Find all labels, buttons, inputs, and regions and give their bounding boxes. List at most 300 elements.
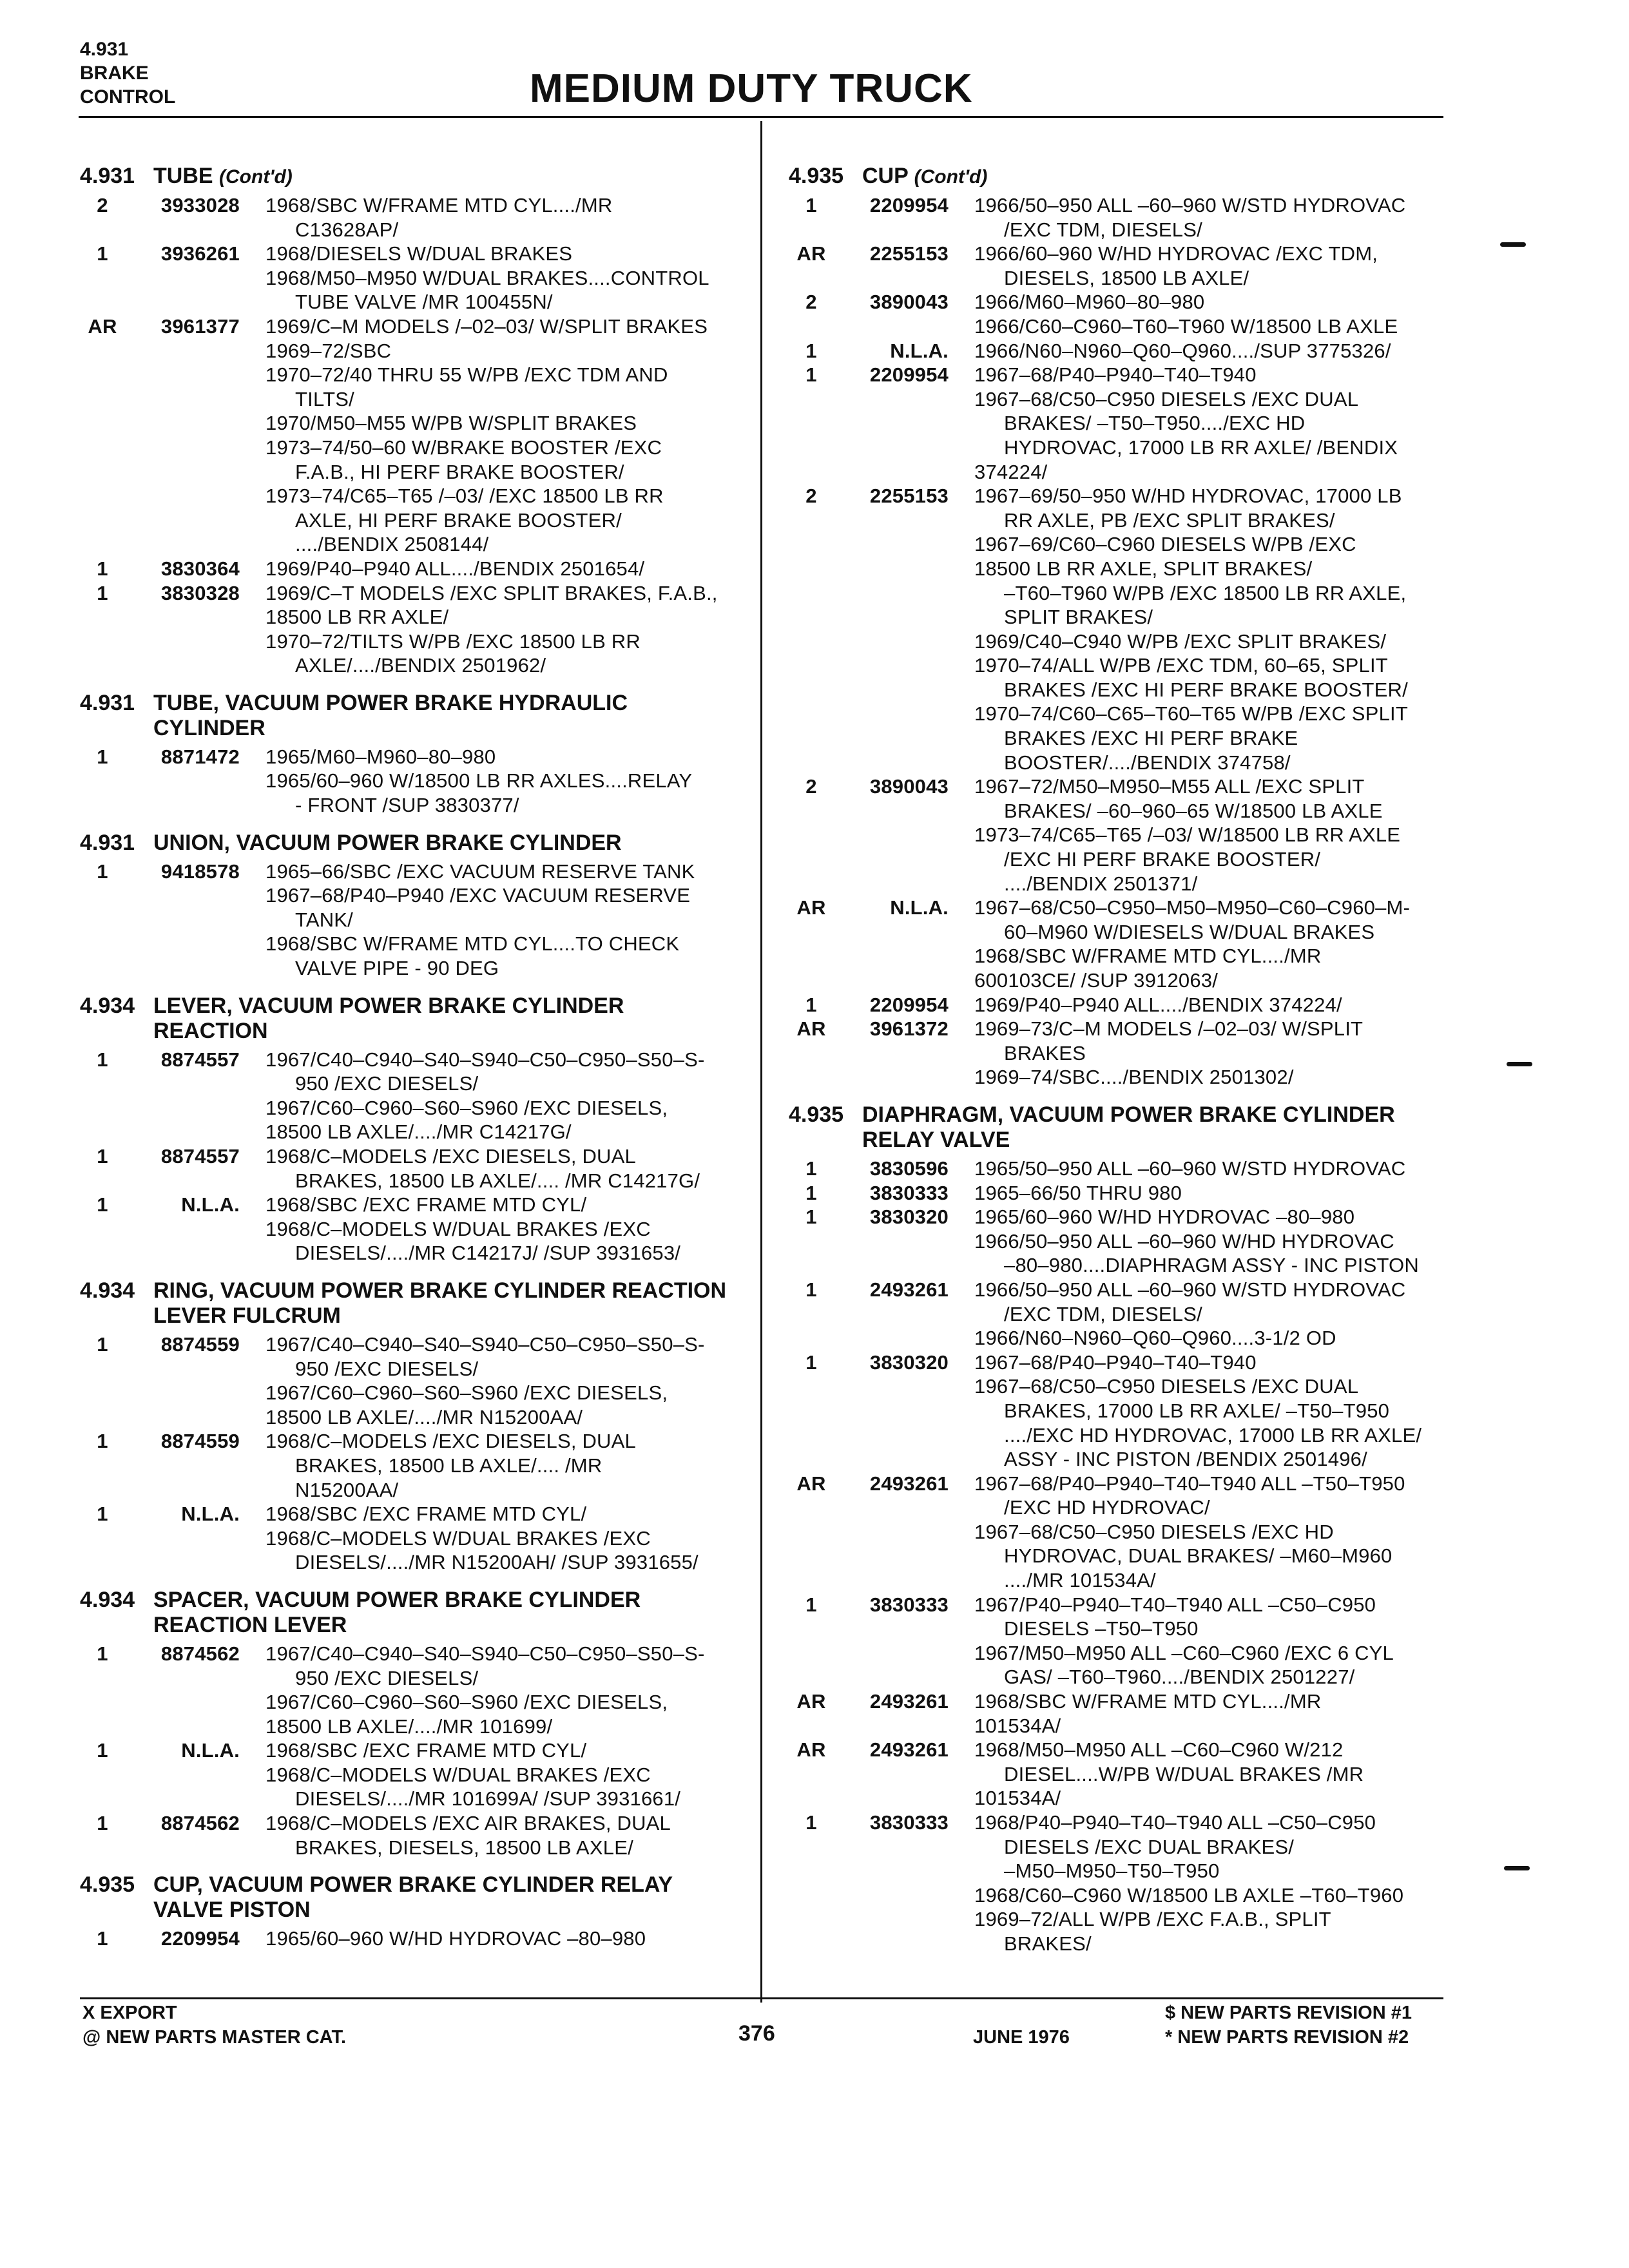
- part-number: 8874557: [160, 1048, 240, 1071]
- part-number: 9418578: [160, 860, 240, 883]
- description-line: 1967–68/C50–C950 DIESELS /EXC DUAL: [974, 387, 1359, 410]
- description-line: ..../EXC HD HYDROVAC, 17000 LB RR AXLE/: [1004, 1423, 1422, 1446]
- quantity: 1: [805, 1593, 817, 1616]
- part-number: 3961377: [160, 314, 240, 338]
- description-line: RR AXLE, PB /EXC SPLIT BRAKES/: [1004, 508, 1335, 532]
- part-entry: [789, 1472, 1459, 1593]
- part-description: [265, 314, 750, 557]
- description-line: 1966/N60–N960–Q60–Q960..../SUP 3775326/: [974, 339, 1391, 362]
- section-number: 4.934: [80, 1587, 135, 1612]
- part-description: [265, 1193, 750, 1265]
- section-title-block: [153, 831, 733, 856]
- part-entry: [789, 1017, 1459, 1090]
- quantity: 1: [97, 581, 108, 604]
- section-heading: [789, 164, 1459, 189]
- part-entry: [789, 896, 1459, 992]
- part-description: [265, 745, 750, 818]
- part-entry: [789, 290, 1459, 338]
- description-line: ..../BENDIX 2508144/: [295, 533, 489, 556]
- section-heading: [80, 831, 750, 856]
- part-description: [974, 1738, 1459, 1811]
- description-line: 1969–72/SBC: [265, 339, 392, 362]
- section-title: TUBE: [153, 164, 213, 188]
- part-number: 2209954: [869, 194, 949, 216]
- section-title-block: [153, 164, 733, 189]
- description-line: 1969/C–M MODELS /–02–03/ W/SPLIT BRAKES: [265, 314, 708, 338]
- part-entry: [80, 860, 750, 981]
- part-entry: [80, 242, 750, 314]
- section-heading: [80, 1872, 750, 1923]
- quantity: AR: [796, 1690, 826, 1713]
- section-title: TUBE, VACUUM POWER BRAKE HYDRAULIC CYLINDER: [153, 690, 628, 740]
- part-number: 3830320: [869, 1206, 949, 1229]
- section-heading: [80, 1588, 750, 1638]
- continued-note: (Cont'd): [914, 166, 988, 187]
- page-number: 376: [738, 2021, 775, 2046]
- description-line: 1965/60–960 W/18500 LB RR AXLES....RELAY: [265, 769, 693, 793]
- quantity: AR: [796, 896, 826, 919]
- part-entry: [80, 1927, 750, 1951]
- part-number: N.L.A.: [181, 1193, 240, 1216]
- part-number: 3830596: [869, 1157, 949, 1180]
- quantity: AR: [796, 1017, 826, 1041]
- part-number: 2493261: [869, 1278, 949, 1301]
- quantity: 1: [97, 557, 108, 580]
- description-line: 1967–68/P40–P940 /EXC VACUUM RESERVE: [265, 884, 691, 907]
- part-number: 3830333: [869, 1181, 949, 1204]
- part-entry: [789, 363, 1459, 484]
- section-title: RING, VACUUM POWER BRAKE CYLINDER REACTION LEVER FULCRUM: [153, 1278, 727, 1328]
- part-number: N.L.A.: [890, 339, 949, 362]
- quantity: 1: [805, 194, 817, 216]
- quantity: 2: [97, 194, 108, 216]
- description-line: VALVE PIPE - 90 DEG: [295, 957, 499, 980]
- description-line: ASSY - INC PISTON /BENDIX 2501496/: [1004, 1448, 1367, 1471]
- part-entry: [80, 193, 750, 242]
- part-description: [265, 193, 750, 242]
- description-line: DIESELS/..../MR C14217J/ /SUP 3931653/: [295, 1242, 681, 1265]
- description-line: 1969/C–T MODELS /EXC SPLIT BRAKES, F.A.B.,: [265, 581, 718, 604]
- revision-legend-2: * NEW PARTS REVISION #2: [1165, 2027, 1409, 2048]
- description-line: BRAKES, 18500 LB AXLE/.... /MR: [295, 1454, 602, 1477]
- quantity: 1: [805, 1181, 817, 1204]
- quantity: 1: [805, 1811, 817, 1834]
- part-description: [974, 774, 1459, 896]
- description-line: 1969–74/SBC..../BENDIX 2501302/: [974, 1066, 1294, 1089]
- part-description: [974, 1811, 1459, 1956]
- part-entry: [789, 339, 1459, 363]
- description-line: 1970/M50–M55 W/PB W/SPLIT BRAKES: [265, 412, 637, 435]
- publication-date: JUNE 1976: [973, 2027, 1070, 2048]
- quantity: 1: [97, 745, 108, 768]
- section-number: 4.931: [80, 690, 135, 715]
- part-number: 2493261: [869, 1738, 949, 1762]
- description-line: 1967–68/P40–P940–T40–T940: [974, 1350, 1257, 1374]
- part-description: [974, 896, 1459, 992]
- description-line: 1966/N60–N960–Q60–Q960....3-1/2 OD: [974, 1327, 1336, 1350]
- quantity: 1: [805, 1206, 817, 1229]
- description-line: DIESELS, 18500 LB AXLE/: [1004, 266, 1249, 289]
- part-description: [974, 339, 1459, 363]
- description-line: 1967–68/C50–C950–M50–M950–C60–C960–M-: [974, 896, 1411, 919]
- quantity: AR: [796, 242, 826, 265]
- revision-mark: [1507, 1062, 1532, 1066]
- part-number: 2255153: [869, 242, 949, 265]
- quantity: 1: [97, 1927, 108, 1950]
- part-description: [974, 1278, 1459, 1350]
- description-line: BRAKES /EXC HI PERF BRAKE: [1004, 727, 1298, 750]
- section-heading: [80, 1278, 750, 1329]
- description-line: 1967–68/P40–P940–T40–T940: [974, 363, 1257, 387]
- description-line: 1968/SBC W/FRAME MTD CYL..../MR: [974, 1690, 1322, 1713]
- revision-legend-1: $ NEW PARTS REVISION #1: [1165, 2003, 1412, 2023]
- description-line: 1967/C60–C960–S60–S960 /EXC DIESELS,: [265, 1381, 668, 1405]
- description-line: 1970–74/C60–C65–T60–T65 W/PB /EXC SPLIT: [974, 702, 1408, 726]
- quantity: 1: [805, 363, 817, 387]
- description-line: 1966/60–960 W/HD HYDROVAC /EXC TDM,: [974, 242, 1378, 265]
- description-line: 600103CE/ /SUP 3912063/: [974, 969, 1219, 992]
- part-entry: [80, 581, 750, 678]
- part-number: N.L.A.: [181, 1503, 240, 1526]
- description-line: 1966/50–950 ALL –60–960 W/STD HYDROVAC: [974, 194, 1406, 216]
- description-line: DIESELS /EXC DUAL BRAKES/: [1004, 1835, 1295, 1858]
- section-heading: [789, 1102, 1459, 1153]
- description-line: 374224/: [974, 460, 1048, 483]
- part-number: 2209954: [869, 363, 949, 387]
- part-number: 3936261: [160, 242, 240, 265]
- description-line: 101534A/: [974, 1787, 1061, 1810]
- description-line: 1968/SBC W/FRAME MTD CYL..../MR: [265, 194, 613, 216]
- section-title: SPACER, VACUUM POWER BRAKE CYLINDER REACTION LEVER: [153, 1587, 641, 1637]
- section-heading: [80, 164, 750, 189]
- part-number: N.L.A.: [181, 1739, 240, 1762]
- description-line: 1973–74/50–60 W/BRAKE BOOSTER /EXC: [265, 436, 662, 459]
- section-title-block: [153, 1278, 733, 1329]
- description-line: 18500 LB RR AXLE, SPLIT BRAKES/: [974, 557, 1313, 580]
- quantity: AR: [796, 1472, 826, 1495]
- part-description: [974, 242, 1459, 290]
- revision-mark: [1500, 242, 1526, 247]
- description-line: 1967/C40–C940–S40–S940–C50–C950–S50–S-: [265, 1332, 705, 1356]
- group-name-line2: CONTROL: [80, 86, 176, 108]
- description-line: 1968/C60–C960 W/18500 LB AXLE –T60–T960: [974, 1883, 1404, 1907]
- footer-export-note: X EXPORT: [82, 2003, 177, 2023]
- description-line: 1967/C60–C960–S60–S960 /EXC DIESELS,: [265, 1096, 668, 1119]
- part-entry: [789, 1181, 1459, 1206]
- part-entry: [80, 1429, 750, 1502]
- part-entry: [789, 1278, 1459, 1350]
- description-line: 1965/50–950 ALL –60–960 W/STD HYDROVAC: [974, 1157, 1406, 1180]
- part-entry: [80, 745, 750, 818]
- part-number: 8874562: [160, 1642, 240, 1665]
- part-number: 8871472: [160, 745, 240, 768]
- part-description: [265, 1429, 750, 1502]
- quantity: 1: [97, 1145, 108, 1168]
- description-line: 1968/C–MODELS W/DUAL BRAKES /EXC: [265, 1526, 651, 1550]
- description-line: 1968/SBC W/FRAME MTD CYL....TO CHECK: [265, 932, 680, 956]
- part-number: 2493261: [869, 1472, 949, 1495]
- part-number: 3933028: [160, 194, 240, 216]
- quantity: 1: [97, 1048, 108, 1071]
- part-entry: [80, 557, 750, 581]
- section-number: 4.934: [80, 1278, 135, 1303]
- part-description: [265, 1642, 750, 1738]
- part-number: 8874559: [160, 1430, 240, 1453]
- section-title: LEVER, VACUUM POWER BRAKE CYLINDER REACTION: [153, 993, 624, 1043]
- section-title-block: [153, 691, 733, 741]
- part-description: [265, 1332, 750, 1429]
- part-description: [974, 1181, 1459, 1206]
- description-line: BRAKES/ –T50–T950..../EXC HD: [1004, 412, 1306, 435]
- description-line: 1968/P40–P940–T40–T940 ALL –C50–C950: [974, 1811, 1376, 1834]
- section-title: CUP, VACUUM POWER BRAKE CYLINDER RELAY VALVE PISTON: [153, 1872, 673, 1923]
- description-line: TUBE VALVE /MR 100455N/: [295, 291, 553, 314]
- description-line: BRAKES /EXC HI PERF BRAKE BOOSTER/: [1004, 678, 1408, 701]
- quantity: 2: [805, 485, 817, 508]
- part-entry: [80, 1811, 750, 1860]
- section-number: 4.934: [80, 993, 135, 1018]
- part-number: 8874562: [160, 1812, 240, 1835]
- description-line: 1967–69/50–950 W/HD HYDROVAC, 17000 LB: [974, 485, 1402, 508]
- left-column: [80, 164, 750, 1951]
- description-line: 1969–72/ALL W/PB /EXC F.A.B., SPLIT: [974, 1908, 1331, 1931]
- part-entry: [789, 484, 1459, 774]
- description-line: 1967–68/C50–C950 DIESELS /EXC HD: [974, 1520, 1334, 1543]
- part-description: [974, 1017, 1459, 1090]
- description-line: 1968/C–MODELS W/DUAL BRAKES /EXC: [265, 1217, 651, 1240]
- description-line: 1967/M50–M950 ALL –C60–C960 /EXC 6 CYL: [974, 1641, 1394, 1664]
- description-line: 1968/C–MODELS /EXC DIESELS, DUAL: [265, 1145, 636, 1168]
- description-line: 1970–74/ALL W/PB /EXC TDM, 60–65, SPLIT: [974, 654, 1388, 677]
- section-title: UNION, VACUUM POWER BRAKE CYLINDER: [153, 830, 622, 855]
- description-line: 950 /EXC DIESELS/: [295, 1072, 479, 1095]
- description-line: 1968/SBC /EXC FRAME MTD CYL/: [265, 1739, 587, 1762]
- part-number: 3830320: [869, 1350, 949, 1374]
- description-line: ..../MR 101534A/: [1004, 1569, 1156, 1592]
- description-line: –80–980....DIAPHRAGM ASSY - INC PISTON: [1004, 1254, 1419, 1277]
- footer-master-note: @ NEW PARTS MASTER CAT.: [82, 2027, 347, 2048]
- section-title-block: [153, 1872, 733, 1923]
- quantity: AR: [88, 314, 117, 338]
- part-entry: [789, 774, 1459, 896]
- part-number: 3830333: [869, 1593, 949, 1616]
- description-line: /EXC TDM, DIESELS/: [1004, 218, 1202, 241]
- description-line: 1968/M50–M950 ALL –C60–C960 W/212: [974, 1738, 1344, 1762]
- part-description: [974, 1205, 1459, 1278]
- description-line: - FRONT /SUP 3830377/: [295, 794, 519, 817]
- description-line: /EXC TDM, DIESELS/: [1004, 1302, 1202, 1325]
- description-line: 1968/DIESELS W/DUAL BRAKES: [265, 242, 573, 265]
- right-column: [789, 164, 1459, 1956]
- part-entry: [789, 1157, 1459, 1181]
- part-entry: [789, 1350, 1459, 1472]
- part-description: [265, 581, 750, 678]
- section-title: CUP: [862, 164, 909, 188]
- section-title-block: [862, 1102, 1442, 1153]
- part-entry: [80, 1502, 750, 1575]
- section-title-block: [862, 164, 1442, 189]
- description-line: BOOSTER/..../BENDIX 374758/: [1004, 751, 1291, 774]
- description-line: 1968/C–MODELS W/DUAL BRAKES /EXC: [265, 1763, 651, 1786]
- description-line: 1969–73/C–M MODELS /–02–03/ W/SPLIT: [974, 1017, 1364, 1041]
- quantity: 1: [97, 1642, 108, 1665]
- part-number: 2493261: [869, 1690, 949, 1713]
- description-line: 1966/50–950 ALL –60–960 W/STD HYDROVAC: [974, 1278, 1406, 1301]
- part-description: [265, 1927, 750, 1951]
- part-number: N.L.A.: [890, 896, 949, 919]
- description-line: DIESELS/..../MR N15200AH/ /SUP 3931655/: [295, 1551, 699, 1574]
- section-number: 4.935: [789, 1102, 844, 1127]
- description-line: HYDROVAC, 17000 LB RR AXLE/ /BENDIX: [1004, 436, 1398, 459]
- quantity: 1: [97, 1812, 108, 1835]
- description-line: BRAKES/ –60–960–65 W/18500 LB AXLE: [1004, 799, 1383, 822]
- description-line: 1965–66/50 THRU 980: [974, 1181, 1182, 1204]
- description-line: 1967/P40–P940–T40–T940 ALL –C50–C950: [974, 1593, 1376, 1616]
- description-line: ..../BENDIX 2501371/: [1004, 872, 1198, 895]
- page-title: MEDIUM DUTY TRUCK: [530, 66, 973, 111]
- part-entry: [789, 1205, 1459, 1278]
- part-description: [974, 290, 1459, 338]
- description-line: 1965/M60–M960–80–980: [265, 745, 496, 768]
- description-line: AXLE, HI PERF BRAKE BOOSTER/: [295, 508, 622, 532]
- description-line: 1967–68/P40–P940–T40–T940 ALL –T50–T950: [974, 1472, 1405, 1495]
- part-entry: [80, 1332, 750, 1429]
- description-line: 950 /EXC DIESELS/: [295, 1666, 479, 1689]
- part-entry: [80, 1048, 750, 1144]
- description-line: 1967/C60–C960–S60–S960 /EXC DIESELS,: [265, 1691, 668, 1714]
- description-line: 1969/P40–P940 ALL..../BENDIX 374224/: [974, 993, 1342, 1016]
- description-line: BRAKES, 18500 LB AXLE/.... /MR C14217G/: [295, 1169, 700, 1192]
- description-line: 18500 LB AXLE/..../MR 101699/: [265, 1715, 553, 1738]
- description-line: DIESELS/..../MR 101699A/ /SUP 3931661/: [295, 1787, 681, 1811]
- description-line: 1973–74/C65–T65 /–03/ W/18500 LB RR AXLE: [974, 823, 1401, 847]
- section-heading: [80, 994, 750, 1044]
- section-number: 4.935: [80, 1872, 135, 1898]
- part-description: [265, 1502, 750, 1575]
- part-description: [974, 363, 1459, 484]
- description-line: N15200AA/: [295, 1478, 399, 1501]
- part-number: 2209954: [869, 993, 949, 1016]
- description-line: 60–M960 W/DIESELS W/DUAL BRAKES: [1004, 920, 1375, 943]
- description-line: 1968/SBC /EXC FRAME MTD CYL/: [265, 1193, 587, 1216]
- part-number: 3890043: [869, 291, 949, 314]
- quantity: 1: [805, 1157, 817, 1180]
- description-line: 1968/SBC /EXC FRAME MTD CYL/: [265, 1503, 587, 1526]
- description-line: /EXC HD HYDROVAC/: [1004, 1496, 1210, 1519]
- description-line: 1970–72/TILTS W/PB /EXC 18500 LB RR: [265, 629, 641, 653]
- description-line: 1965/60–960 W/HD HYDROVAC –80–980: [974, 1206, 1355, 1229]
- part-description: [265, 860, 750, 981]
- description-line: 1966/50–950 ALL –60–960 W/HD HYDROVAC: [974, 1229, 1394, 1253]
- description-line: BRAKES: [1004, 1041, 1086, 1064]
- part-number: 3830333: [869, 1811, 949, 1834]
- description-line: BRAKES/: [1004, 1932, 1092, 1955]
- description-line: 1967/C40–C940–S40–S940–C50–C950–S50–S-: [265, 1642, 705, 1665]
- part-description: [265, 1738, 750, 1811]
- description-line: BRAKES, 17000 LB RR AXLE/ –T50–T950: [1004, 1399, 1390, 1422]
- quantity: 1: [805, 339, 817, 362]
- description-line: 1967–69/C60–C960 DIESELS W/PB /EXC: [974, 533, 1356, 556]
- part-number: 3830364: [160, 557, 240, 580]
- section-code: 4.931: [80, 39, 129, 60]
- quantity: 1: [97, 860, 108, 883]
- section-title-block: [153, 994, 733, 1044]
- description-line: 1965/60–960 W/HD HYDROVAC –80–980: [265, 1927, 646, 1950]
- description-line: 18500 LB AXLE/..../MR N15200AA/: [265, 1405, 583, 1428]
- description-line: DIESELS –T50–T950: [1004, 1617, 1199, 1640]
- description-line: 1969/P40–P940 ALL..../BENDIX 2501654/: [265, 557, 645, 580]
- description-line: 1967–68/C50–C950 DIESELS /EXC DUAL: [974, 1375, 1359, 1398]
- description-line: 1965–66/SBC /EXC VACUUM RESERVE TANK: [265, 860, 695, 883]
- part-number: 8874559: [160, 1332, 240, 1356]
- part-entry: [789, 1738, 1459, 1811]
- description-line: 1966/M60–M960–80–980: [974, 291, 1205, 314]
- part-entry: [80, 1193, 750, 1265]
- part-description: [265, 557, 750, 581]
- quantity: 1: [805, 1278, 817, 1301]
- part-description: [974, 1593, 1459, 1689]
- part-description: [974, 484, 1459, 774]
- section-title-block: [153, 1588, 733, 1638]
- part-entry: [789, 1593, 1459, 1689]
- part-description: [974, 1157, 1459, 1181]
- description-line: TANK/: [295, 908, 353, 931]
- description-line: SPLIT BRAKES/: [1004, 606, 1153, 629]
- description-line: 950 /EXC DIESELS/: [295, 1357, 479, 1380]
- part-number: 8874557: [160, 1145, 240, 1168]
- description-line: 1968/M50–M950 W/DUAL BRAKES....CONTROL: [265, 266, 709, 289]
- description-line: HYDROVAC, DUAL BRAKES/ –M60–M960: [1004, 1544, 1393, 1568]
- description-line: 1968/C–MODELS /EXC DIESELS, DUAL: [265, 1430, 636, 1453]
- part-entry: [789, 1689, 1459, 1738]
- part-number: 3890043: [869, 775, 949, 798]
- section-number: 4.931: [80, 164, 135, 188]
- description-line: –M50–M950–T50–T950: [1004, 1860, 1220, 1883]
- section-number: 4.931: [80, 830, 135, 855]
- quantity: 1: [97, 1739, 108, 1762]
- part-description: [265, 1048, 750, 1144]
- description-line: –T60–T960 W/PB /EXC 18500 LB RR AXLE,: [1004, 581, 1407, 604]
- description-line: 18500 LB RR AXLE/: [265, 606, 449, 629]
- description-line: 1970–72/40 THRU 55 W/PB /EXC TDM AND: [265, 363, 668, 387]
- header-divider: [79, 116, 1443, 118]
- part-entry: [789, 193, 1459, 242]
- part-number: 3961372: [869, 1017, 949, 1041]
- part-entry: [789, 242, 1459, 290]
- quantity: 2: [805, 291, 817, 314]
- description-line: 1973–74/C65–T65 /–03/ /EXC 18500 LB RR: [265, 485, 664, 508]
- description-line: 1967–72/M50–M950–M55 ALL /EXC SPLIT: [974, 775, 1365, 798]
- part-description: [265, 1144, 750, 1193]
- description-line: BRAKES, DIESELS, 18500 LB AXLE/: [295, 1836, 633, 1859]
- part-entry: [80, 1738, 750, 1811]
- description-line: 1968/C–MODELS /EXC AIR BRAKES, DUAL: [265, 1812, 671, 1835]
- quantity: 2: [805, 775, 817, 798]
- part-description: [265, 1811, 750, 1860]
- description-line: AXLE/..../BENDIX 2501962/: [295, 654, 546, 677]
- part-number: 2209954: [160, 1927, 240, 1950]
- quantity: 1: [97, 1503, 108, 1526]
- description-line: 1968/SBC W/FRAME MTD CYL..../MR: [974, 945, 1322, 968]
- section-code-block: [80, 37, 175, 109]
- section-heading: [80, 691, 750, 741]
- section-number: 4.935: [789, 164, 844, 188]
- quantity: 1: [805, 1350, 817, 1374]
- quantity: 1: [97, 1193, 108, 1216]
- continued-note: (Cont'd): [219, 166, 293, 187]
- part-number: 3830328: [160, 581, 240, 604]
- group-name-line1: BRAKE: [80, 62, 149, 84]
